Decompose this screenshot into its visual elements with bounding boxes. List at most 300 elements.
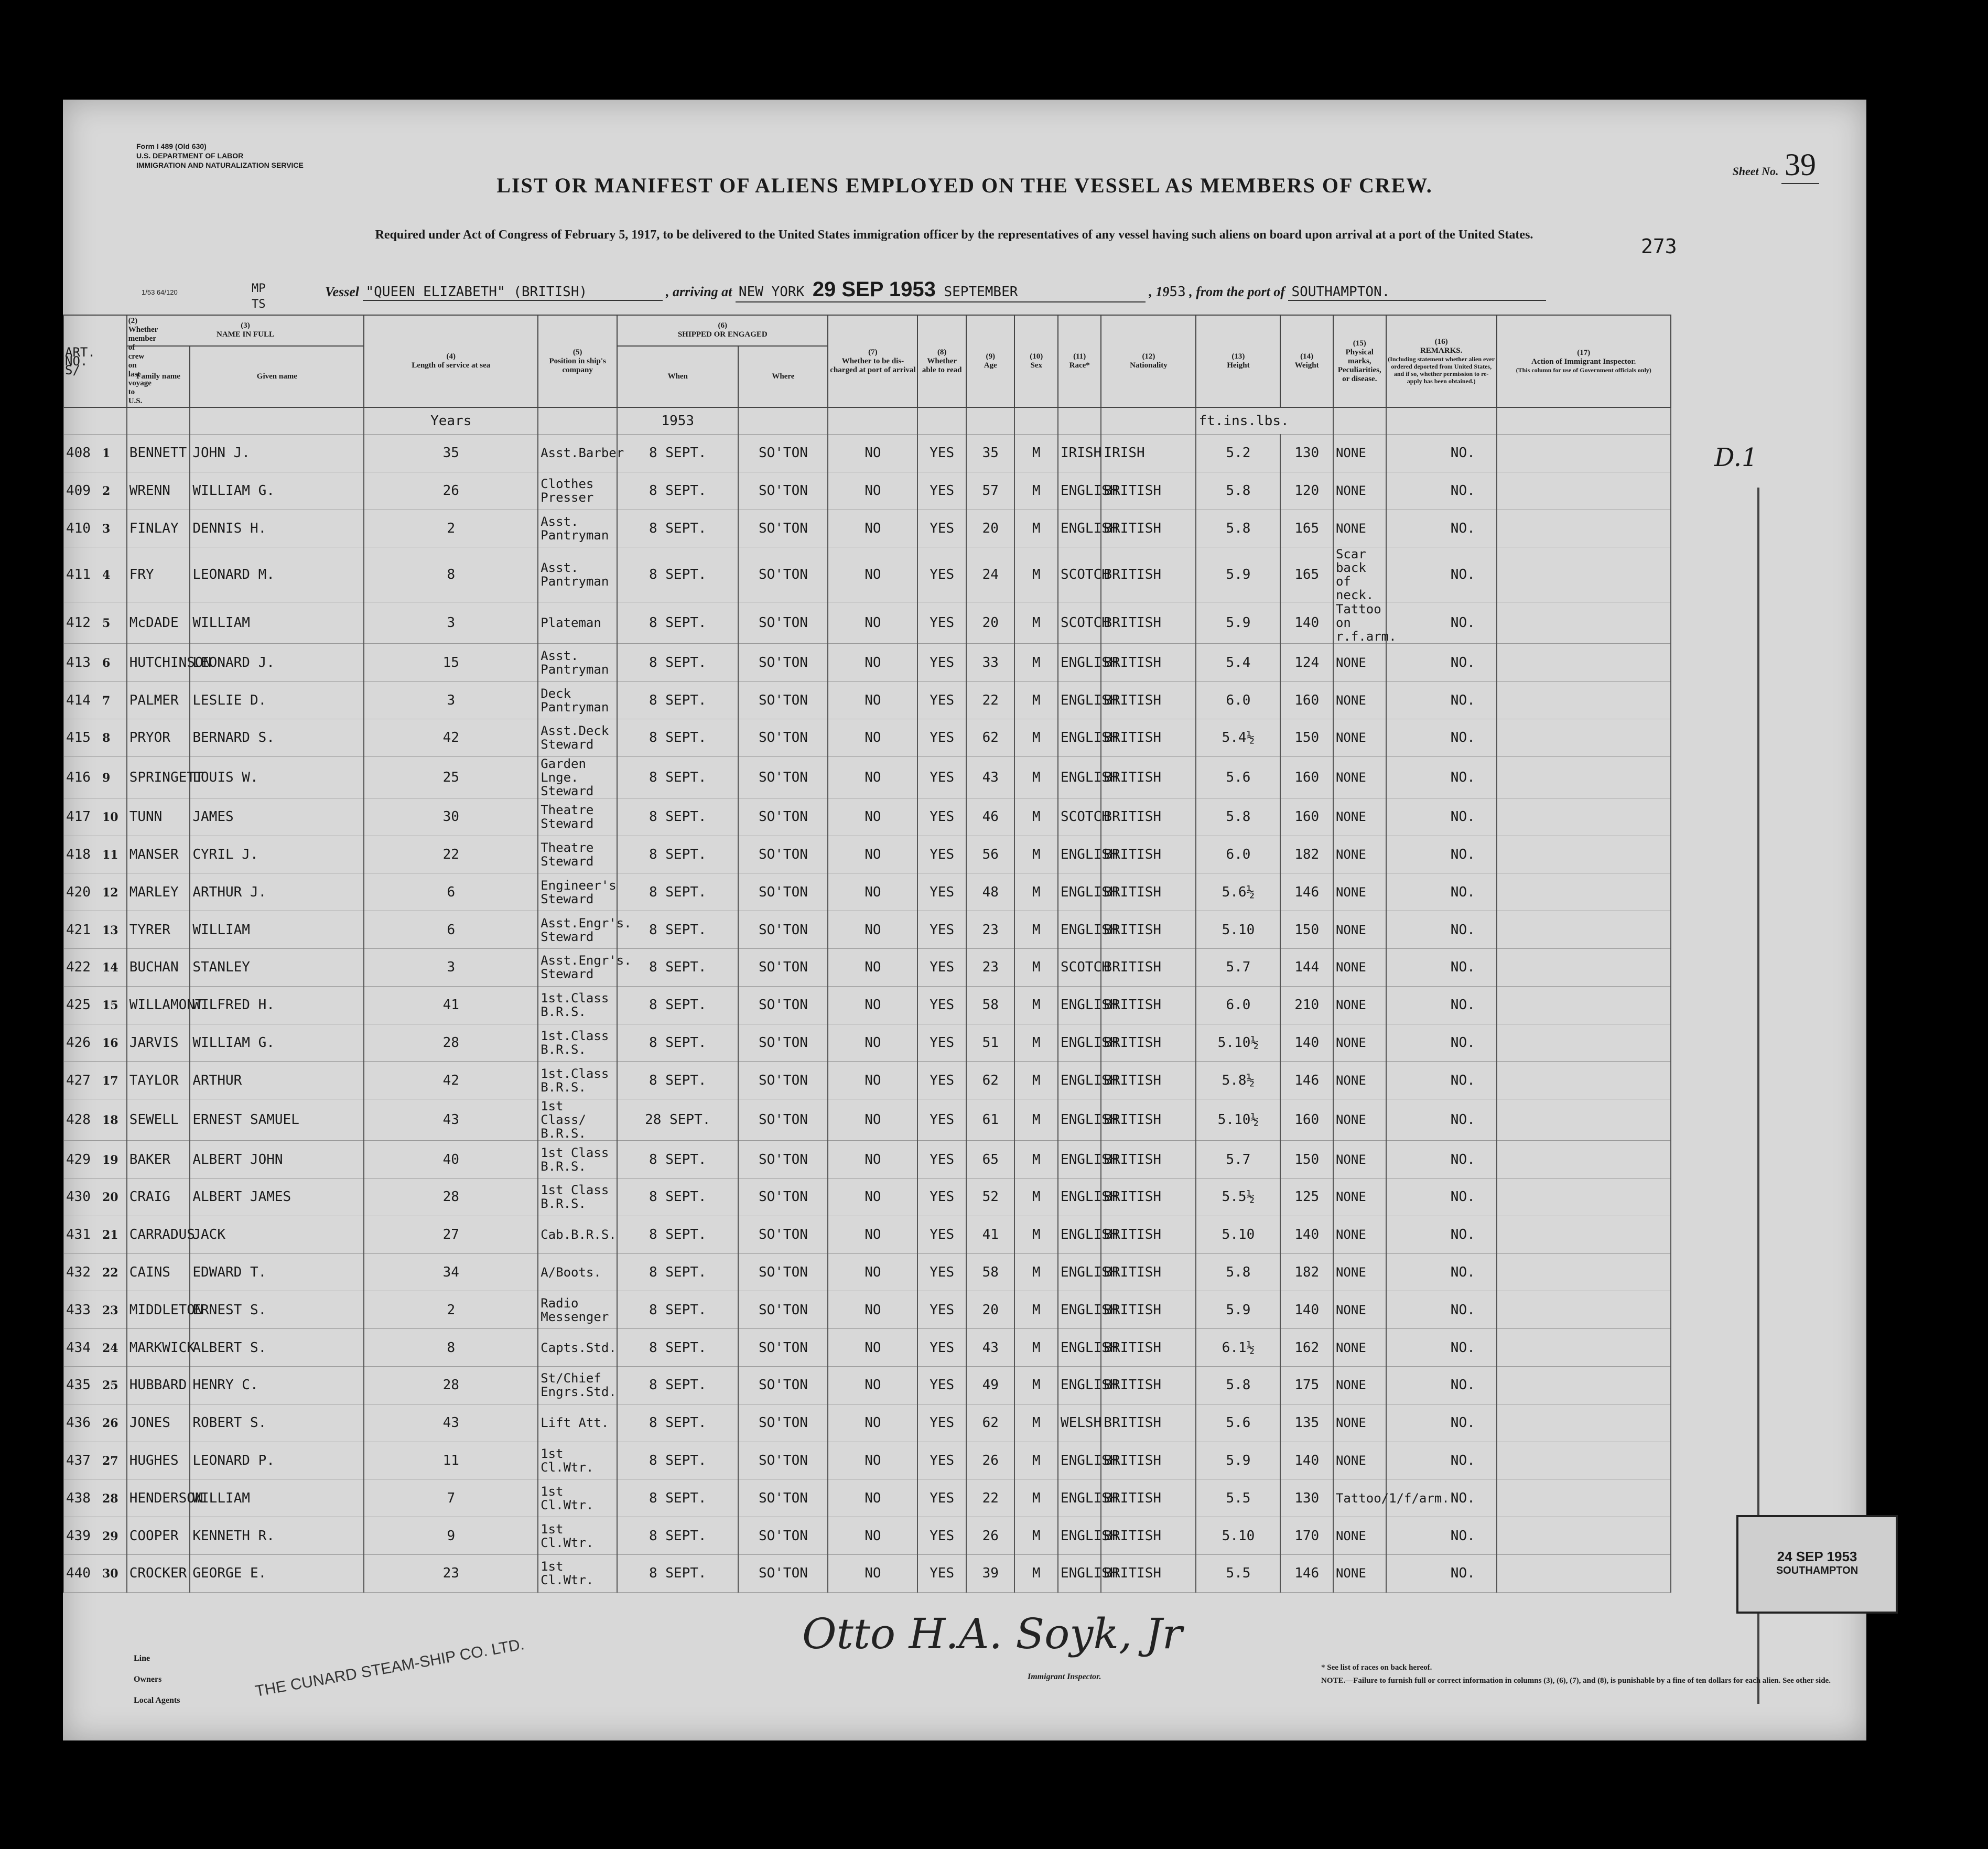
art-number-value: 432 xyxy=(66,1264,91,1280)
position-cell: Radio Messenger xyxy=(538,1291,617,1329)
where-cell: SO'TON xyxy=(738,1062,828,1099)
discharged-cell: NO xyxy=(828,472,917,510)
units-cell xyxy=(966,407,1015,435)
given-name-cell: EDWARD T. xyxy=(190,1253,364,1291)
weight-cell: 160 xyxy=(1280,756,1333,798)
family-name-cell: TUNN xyxy=(127,798,190,836)
race-cell: ENGLISH xyxy=(1058,1329,1101,1367)
sex-cell: M xyxy=(1014,836,1057,873)
race-cell: ENGLISH xyxy=(1058,873,1101,911)
art-number xyxy=(63,1062,127,1099)
weight-cell: 160 xyxy=(1280,1099,1333,1141)
family-name-header: Family name xyxy=(127,346,190,407)
discharged-cell: NO xyxy=(828,1141,917,1178)
col-6-num: (6) xyxy=(718,321,728,330)
height-cell: 5.10 xyxy=(1196,1216,1280,1253)
inspector-action-note: D.1 xyxy=(1714,443,1758,472)
units-cell xyxy=(1101,407,1196,435)
discharged-cell: NO xyxy=(828,510,917,547)
family-name-cell: TAYLOR xyxy=(127,1062,190,1099)
list-number: 7 xyxy=(102,694,111,708)
art-number xyxy=(63,836,127,873)
given-name-cell: BERNARD S. xyxy=(190,719,364,756)
remarks-cell: NO. xyxy=(1386,1099,1497,1141)
action-cell xyxy=(1497,682,1671,719)
arrival-month: SEPTEMBER xyxy=(944,284,1018,300)
read-cell: YES xyxy=(917,1024,966,1062)
art-number-value: 422 xyxy=(66,959,91,976)
penalty-note: NOTE.—Failure to furnish full or correct information in columns (3), (6), (7), and (8), is punishable by a fine of ten dollars for each alien. See other side. xyxy=(1321,1677,1831,1685)
where-cell: SO'TON xyxy=(738,1517,828,1555)
height-cell: 5.8 xyxy=(1196,1366,1280,1404)
art-number xyxy=(63,1291,127,1329)
height-cell: 5.7 xyxy=(1196,1141,1280,1178)
weight-cell: 140 xyxy=(1280,1442,1333,1479)
table-row xyxy=(63,1216,1866,1253)
read-cell: YES xyxy=(917,1216,966,1253)
length-header xyxy=(364,315,538,407)
stamp-place: SOUTHAMPTON xyxy=(1776,1565,1859,1576)
line-label: Line xyxy=(134,1654,150,1663)
read-cell: YES xyxy=(917,547,966,602)
weight-cell: 146 xyxy=(1280,1554,1333,1592)
art-number-value: 415 xyxy=(66,730,91,746)
read-cell: YES xyxy=(917,682,966,719)
length-cell: 22 xyxy=(364,836,538,873)
read-cell: YES xyxy=(917,719,966,756)
weight-cell: 140 xyxy=(1280,1291,1333,1329)
length-header-label: Length of service at sea xyxy=(412,361,491,370)
form-info xyxy=(136,142,304,170)
physical-cell: NONE xyxy=(1333,1329,1386,1367)
sex-cell: M xyxy=(1014,1517,1057,1555)
arrival-stamp xyxy=(1736,1515,1898,1614)
given-name-cell: WILLIAM xyxy=(190,602,364,644)
art-number xyxy=(63,1216,127,1253)
nationality-cell: BRITISH xyxy=(1101,1216,1196,1253)
given-name-cell: STANLEY xyxy=(190,948,364,986)
height-cell: 5.8 xyxy=(1196,1253,1280,1291)
table-row xyxy=(63,873,1866,911)
art-number-value: 425 xyxy=(66,997,91,1013)
discharged-cell: NO xyxy=(828,1178,917,1216)
physical-cell: NONE xyxy=(1333,1141,1386,1178)
art-number xyxy=(63,547,127,602)
race-cell: SCOTCH xyxy=(1058,602,1101,644)
when-cell: 8 SEPT. xyxy=(617,435,738,472)
remarks-cell: NO. xyxy=(1386,1062,1497,1099)
position-cell: 1st Cl.Wtr. xyxy=(538,1554,617,1592)
art-number-value: 439 xyxy=(66,1528,91,1544)
art-number-value: 409 xyxy=(66,483,91,499)
art-number-value: 414 xyxy=(66,692,91,708)
discharged-cell: NO xyxy=(828,911,917,949)
action-header xyxy=(1497,315,1671,407)
nationality-header-label: Nationality xyxy=(1130,361,1168,370)
physical-cell: NONE xyxy=(1333,510,1386,547)
length-cell: 11 xyxy=(364,1442,538,1479)
col-12-num: (12) xyxy=(1142,352,1155,361)
height-cell: 5.6 xyxy=(1196,756,1280,798)
art-number xyxy=(63,798,127,836)
table-row xyxy=(63,644,1866,682)
race-cell: ENGLISH xyxy=(1058,1178,1101,1216)
position-cell: Clothes Presser xyxy=(538,472,617,510)
where-cell: SO'TON xyxy=(738,948,828,986)
discharged-cell: NO xyxy=(828,948,917,986)
race-cell: SCOTCH xyxy=(1058,547,1101,602)
list-number: 28 xyxy=(102,1491,118,1506)
given-name-cell: LEONARD J. xyxy=(190,644,364,682)
age-cell: 46 xyxy=(966,798,1015,836)
read-cell: YES xyxy=(917,1479,966,1517)
physical-cell: NONE xyxy=(1333,1253,1386,1291)
physical-cell: Tattoo/1/f/arm. xyxy=(1333,1479,1386,1517)
given-name-cell: ROBERT S. xyxy=(190,1404,364,1442)
when-cell: 8 SEPT. xyxy=(617,836,738,873)
weight-cell: 170 xyxy=(1280,1517,1333,1555)
when-cell: 8 SEPT. xyxy=(617,1329,738,1367)
art-number-value: 427 xyxy=(66,1072,91,1088)
position-cell: A/Boots. xyxy=(538,1253,617,1291)
col-13-num: (13) xyxy=(1231,352,1245,361)
action-cell xyxy=(1497,1366,1671,1404)
col-9-num: (9) xyxy=(986,352,995,361)
where-cell: SO'TON xyxy=(738,1024,828,1062)
table-row xyxy=(63,836,1866,873)
sex-cell: M xyxy=(1014,1253,1057,1291)
table-row xyxy=(63,986,1866,1024)
height-cell: 5.9 xyxy=(1196,1291,1280,1329)
family-name-cell: WRENN xyxy=(127,472,190,510)
table-row xyxy=(63,1366,1866,1404)
physical-cell: NONE xyxy=(1333,1099,1386,1141)
age-cell: 48 xyxy=(966,873,1015,911)
when-cell: 8 SEPT. xyxy=(617,1253,738,1291)
read-cell: YES xyxy=(917,1291,966,1329)
physical-cell: NONE xyxy=(1333,1024,1386,1062)
given-name-cell: ERNEST S. xyxy=(190,1291,364,1329)
length-cell: 2 xyxy=(364,1291,538,1329)
units-row xyxy=(63,407,1866,435)
action-header-sub: (This column for use of Government officials only) xyxy=(1516,366,1651,374)
sex-cell: M xyxy=(1014,948,1057,986)
discharged-cell: NO xyxy=(828,1216,917,1253)
agents-label: Local Agents xyxy=(134,1696,180,1705)
physical-cell: NONE xyxy=(1333,873,1386,911)
length-cell: 28 xyxy=(364,1024,538,1062)
height-cell: 5.7 xyxy=(1196,948,1280,986)
discharged-cell: NO xyxy=(828,1329,917,1367)
when-cell: 8 SEPT. xyxy=(617,1291,738,1329)
discharged-cell: NO xyxy=(828,1554,917,1592)
nationality-cell: IRISH xyxy=(1101,435,1196,472)
race-header xyxy=(1058,315,1101,407)
position-header xyxy=(538,315,617,407)
family-name-cell: CAINS xyxy=(127,1253,190,1291)
list-number: 12 xyxy=(102,885,118,900)
action-cell xyxy=(1497,644,1671,682)
position-cell: 1st Cl.Wtr. xyxy=(538,1442,617,1479)
when-cell: 8 SEPT. xyxy=(617,602,738,644)
action-cell xyxy=(1497,911,1671,949)
length-cell: 35 xyxy=(364,435,538,472)
given-name-cell: ALBERT JOHN xyxy=(190,1141,364,1178)
position-cell: 1st Class B.R.S. xyxy=(538,1141,617,1178)
weight-cell: 144 xyxy=(1280,948,1333,986)
weight-cell: 146 xyxy=(1280,1062,1333,1099)
sex-cell: M xyxy=(1014,602,1057,644)
list-number: 2 xyxy=(102,484,111,499)
list-number: 6 xyxy=(102,656,111,670)
race-cell: SCOTCH xyxy=(1058,798,1101,836)
art-number-value: 433 xyxy=(66,1302,91,1318)
physical-cell: NONE xyxy=(1333,948,1386,986)
physical-cell: NONE xyxy=(1333,756,1386,798)
race-cell: ENGLISH xyxy=(1058,756,1101,798)
discharged-cell: NO xyxy=(828,1366,917,1404)
list-number: 23 xyxy=(102,1303,118,1317)
col-14-num: (14) xyxy=(1300,352,1314,361)
race-cell: ENGLISH xyxy=(1058,1099,1101,1141)
nationality-cell: BRITISH xyxy=(1101,1554,1196,1592)
physical-cell: NONE xyxy=(1333,798,1386,836)
where-cell: SO'TON xyxy=(738,602,828,644)
sex-cell: M xyxy=(1014,472,1057,510)
list-number: 21 xyxy=(102,1228,118,1242)
sex-cell: M xyxy=(1014,1479,1057,1517)
height-cell: 5.4½ xyxy=(1196,719,1280,756)
units-cell xyxy=(1333,407,1386,435)
race-cell: IRISH xyxy=(1058,435,1101,472)
discharged-cell: NO xyxy=(828,1062,917,1099)
nationality-cell: BRITISH xyxy=(1101,1099,1196,1141)
when-cell: 8 SEPT. xyxy=(617,682,738,719)
given-name-cell: JAMES xyxy=(190,798,364,836)
art-number-value: 411 xyxy=(66,567,91,583)
table-row xyxy=(63,547,1866,602)
nationality-cell: BRITISH xyxy=(1101,1253,1196,1291)
family-name-cell: COOPER xyxy=(127,1517,190,1555)
height-cell: 5.6 xyxy=(1196,1404,1280,1442)
action-cell xyxy=(1497,1062,1671,1099)
length-cell: 6 xyxy=(364,911,538,949)
table-row xyxy=(63,1178,1866,1216)
position-cell: Asst. Pantryman xyxy=(538,644,617,682)
action-cell xyxy=(1497,719,1671,756)
race-cell: ENGLISH xyxy=(1058,911,1101,949)
family-name-cell: HUTCHINSON xyxy=(127,644,190,682)
nationality-cell: BRITISH xyxy=(1101,1442,1196,1479)
height-cell: 6.0 xyxy=(1196,682,1280,719)
units-cell xyxy=(1058,407,1101,435)
read-cell: YES xyxy=(917,1062,966,1099)
where-cell: SO'TON xyxy=(738,435,828,472)
read-cell: YES xyxy=(917,1141,966,1178)
art-number xyxy=(63,682,127,719)
table-row xyxy=(63,1291,1866,1329)
length-cell: 9 xyxy=(364,1517,538,1555)
nationality-cell: BRITISH xyxy=(1101,1024,1196,1062)
sex-cell: M xyxy=(1014,719,1057,756)
family-name-cell: MIDDLETON xyxy=(127,1291,190,1329)
remarks-header xyxy=(1386,315,1497,407)
position-cell: Plateman xyxy=(538,602,617,644)
height-cell: 6.1½ xyxy=(1196,1329,1280,1367)
given-name-cell: KENNETH R. xyxy=(190,1517,364,1555)
list-number: 14 xyxy=(102,961,118,975)
position-cell: Garden Lnge. Steward xyxy=(538,756,617,798)
when-cell: 8 SEPT. xyxy=(617,510,738,547)
given-name-cell: ARTHUR J. xyxy=(190,873,364,911)
physical-cell: NONE xyxy=(1333,1442,1386,1479)
ts-mark: TS xyxy=(252,298,266,311)
table-row xyxy=(63,1099,1866,1141)
art-number-value: 437 xyxy=(66,1452,91,1468)
discharged-cell: NO xyxy=(828,1024,917,1062)
weight-cell: 182 xyxy=(1280,836,1333,873)
family-name-cell: WILLAMONT xyxy=(127,986,190,1024)
ftins-unit: ft.ins.lbs. xyxy=(1196,407,1333,435)
position-cell: St/Chief Engrs.Std. xyxy=(538,1366,617,1404)
family-name-cell: SPRINGETT xyxy=(127,756,190,798)
when-cell: 8 SEPT. xyxy=(617,911,738,949)
race-cell: ENGLISH xyxy=(1058,986,1101,1024)
sex-header xyxy=(1014,315,1057,407)
when-cell: 8 SEPT. xyxy=(617,644,738,682)
discharged-cell: NO xyxy=(828,644,917,682)
age-cell: 51 xyxy=(966,1024,1015,1062)
table-row xyxy=(63,682,1866,719)
position-cell: Lift Att. xyxy=(538,1404,617,1442)
action-cell xyxy=(1497,798,1671,836)
table-row xyxy=(63,1253,1866,1291)
where-cell: SO'TON xyxy=(738,1329,828,1367)
art-number xyxy=(63,719,127,756)
col-16-num: (16) xyxy=(1434,338,1448,346)
where-cell: SO'TON xyxy=(738,1178,828,1216)
race-cell: ENGLISH xyxy=(1058,1216,1101,1253)
vessel-label: Vessel xyxy=(325,284,359,299)
given-name-cell: LEONARD M. xyxy=(190,547,364,602)
when-cell: 8 SEPT. xyxy=(617,1062,738,1099)
remarks-cell: NO. xyxy=(1386,1024,1497,1062)
col-7-num: (7) xyxy=(868,348,878,356)
art-number-value: 431 xyxy=(66,1227,91,1243)
height-cell: 5.5½ xyxy=(1196,1178,1280,1216)
action-cell xyxy=(1497,1442,1671,1479)
discharged-cell: NO xyxy=(828,756,917,798)
weight-cell: 210 xyxy=(1280,986,1333,1024)
race-cell: ENGLISH xyxy=(1058,644,1101,682)
physical-cell: NONE xyxy=(1333,1178,1386,1216)
nationality-cell: BRITISH xyxy=(1101,1329,1196,1367)
stamp-date: 24 SEP 1953 xyxy=(1777,1549,1857,1564)
height-cell: 5.8 xyxy=(1196,472,1280,510)
height-cell: 5.9 xyxy=(1196,1442,1280,1479)
length-cell: 3 xyxy=(364,682,538,719)
family-name-cell: CARRADUS xyxy=(127,1216,190,1253)
family-name-cell: TYRER xyxy=(127,911,190,949)
sex-cell: M xyxy=(1014,1442,1057,1479)
family-name-cell: McDADE xyxy=(127,602,190,644)
position-cell: 1st Cl.Wtr. xyxy=(538,1517,617,1555)
height-header xyxy=(1196,315,1280,407)
units-cell xyxy=(1386,407,1497,435)
read-cell: YES xyxy=(917,1554,966,1592)
when-cell: 8 SEPT. xyxy=(617,1216,738,1253)
mp-mark: MP xyxy=(252,282,266,295)
remarks-cell: NO. xyxy=(1386,798,1497,836)
nationality-cell: BRITISH xyxy=(1101,1517,1196,1555)
weight-cell: 160 xyxy=(1280,798,1333,836)
position-cell: 1st Class B.R.S. xyxy=(538,1178,617,1216)
art-number xyxy=(63,1404,127,1442)
art-number xyxy=(63,1329,127,1367)
read-cell: YES xyxy=(917,836,966,873)
where-cell: SO'TON xyxy=(738,1216,828,1253)
sex-cell: M xyxy=(1014,435,1057,472)
given-name-cell: ALBERT JAMES xyxy=(190,1178,364,1216)
age-cell: 26 xyxy=(966,1517,1015,1555)
table-row xyxy=(63,1404,1866,1442)
physical-cell: NONE xyxy=(1333,1062,1386,1099)
remarks-cell: NO. xyxy=(1386,547,1497,602)
when-cell: 8 SEPT. xyxy=(617,1404,738,1442)
position-cell: 1st.Class B.R.S. xyxy=(538,1062,617,1099)
units-cell xyxy=(828,407,917,435)
remarks-cell: NO. xyxy=(1386,1554,1497,1592)
table-row xyxy=(63,798,1866,836)
art-number-value: 416 xyxy=(66,769,91,785)
age-cell: 62 xyxy=(966,1404,1015,1442)
sheet-number: 39 xyxy=(1781,147,1819,184)
race-cell: SCOTCH xyxy=(1058,948,1101,986)
art-number xyxy=(63,1479,127,1517)
nationality-cell: BRITISH xyxy=(1101,1178,1196,1216)
art-number xyxy=(63,986,127,1024)
nationality-cell: BRITISH xyxy=(1101,644,1196,682)
age-header-label: Age xyxy=(984,361,997,370)
read-cell: YES xyxy=(917,1329,966,1367)
race-cell: ENGLISH xyxy=(1058,1024,1101,1062)
col-17-num: (17) xyxy=(1577,349,1591,357)
weight-cell: 135 xyxy=(1280,1404,1333,1442)
remarks-cell: NO. xyxy=(1386,948,1497,986)
where-cell: SO'TON xyxy=(738,986,828,1024)
age-cell: 22 xyxy=(966,1479,1015,1517)
physical-cell: NONE xyxy=(1333,1517,1386,1555)
nationality-header xyxy=(1101,315,1196,407)
remarks-cell: NO. xyxy=(1386,1479,1497,1517)
action-header-label: Action of Immigrant Inspector. xyxy=(1531,358,1636,366)
action-cell xyxy=(1497,1216,1671,1253)
action-cell xyxy=(1497,472,1671,510)
age-cell: 56 xyxy=(966,836,1015,873)
action-cell xyxy=(1497,602,1671,644)
company-stamp: THE CUNARD STEAM-SHIP CO. LTD. xyxy=(254,1636,526,1701)
col-4-num: (4) xyxy=(446,352,456,361)
race-cell: ENGLISH xyxy=(1058,1366,1101,1404)
nationality-cell: BRITISH xyxy=(1101,472,1196,510)
read-header-label: Whether able to read xyxy=(922,356,962,374)
sex-cell: M xyxy=(1014,682,1057,719)
length-cell: 8 xyxy=(364,1329,538,1367)
where-cell: SO'TON xyxy=(738,719,828,756)
weight-cell: 160 xyxy=(1280,682,1333,719)
family-name-cell: JARVIS xyxy=(127,1024,190,1062)
sex-cell: M xyxy=(1014,510,1057,547)
